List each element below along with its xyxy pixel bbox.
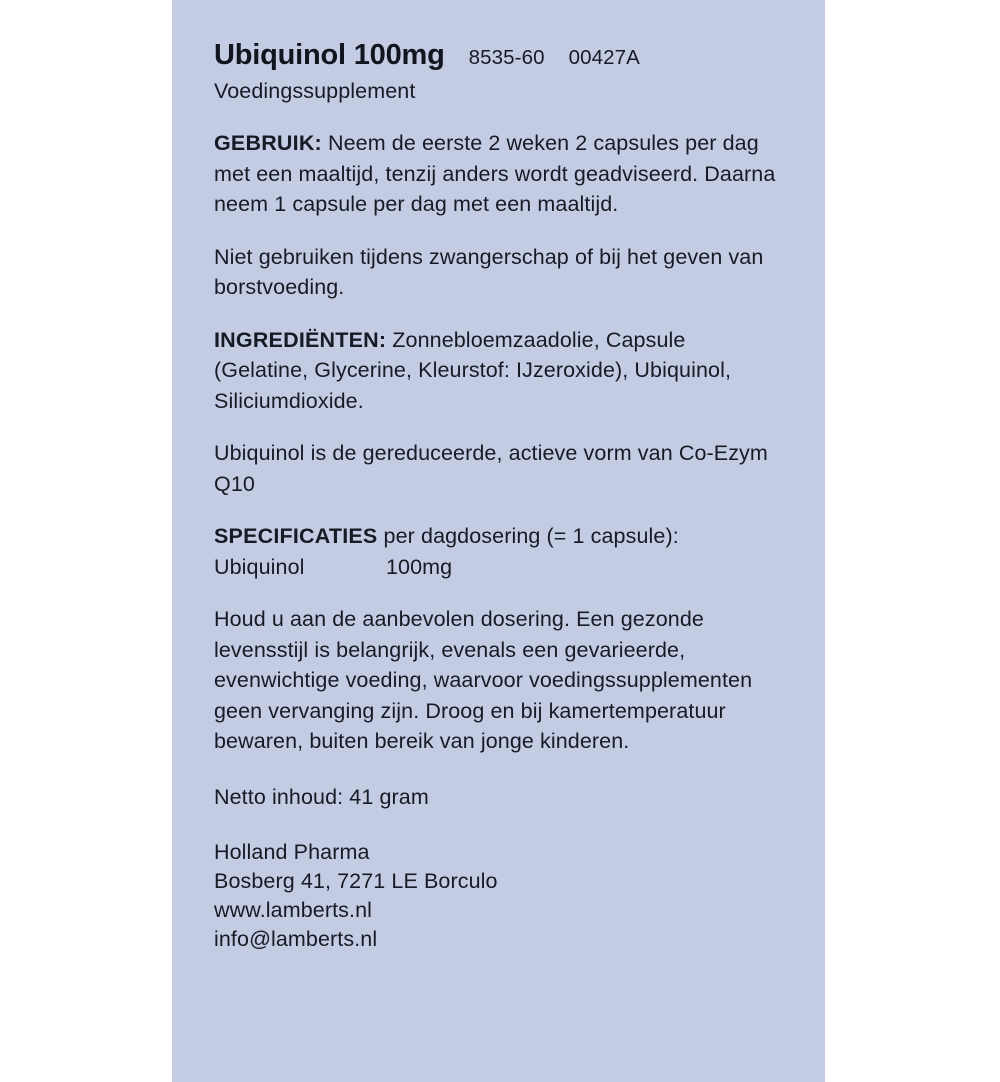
- usage-section: [214, 128, 783, 220]
- product-subtitle: Voedingssupplement: [214, 79, 416, 103]
- ingredients-text: Zonnebloemzaadolie, Capsule (Gelatine, Glycerine, Kleurstof: IJzeroxide), Ubiquinol, Siliciumdioxide.: [214, 327, 732, 413]
- company-section: [214, 838, 783, 954]
- product-label-panel: [172, 0, 825, 1082]
- spec-nutrient-amount: 100mg: [386, 554, 453, 579]
- table-row: [214, 552, 452, 583]
- usage-paragraph: [214, 128, 783, 220]
- specifications-heading: SPECIFICATIES: [214, 524, 378, 548]
- company-email: info@lamberts.nl: [214, 927, 378, 951]
- advice-text: Houd u aan de aanbevolen dosering. Een gezonde levensstijl is belangrijk, evenals een gevarieerde, evenwichtige voeding, waarvoor voedingssupplementen geen vervanging zijn. Droog en bij kamertemperatuur bewaren, buiten bereik van jonge kinderen.: [214, 607, 753, 753]
- usage-heading: GEBRUIK:: [214, 131, 322, 155]
- page-title: Ubiquinol 100mg: [214, 39, 445, 71]
- specifications-heading-row: [214, 521, 783, 552]
- usage-text: Neem de eerste 2 weken 2 capsules per dag met een maaltijd, tenzij anders wordt geadviseerd. Daarna neem 1 capsule per dag met een maaltijd.: [214, 131, 776, 216]
- label-header: [214, 38, 783, 106]
- label-content: [214, 38, 783, 954]
- description-text: Ubiquinol is de gereduceerde, actieve vorm van Co-Ezym Q10: [214, 441, 768, 496]
- ingredients-section: [214, 325, 783, 417]
- warning-section: [214, 242, 783, 303]
- spec-nutrient-name: Ubiquinol: [214, 554, 305, 579]
- specifications-section: [214, 521, 783, 582]
- warning-text: Niet gebruiken tijdens zwangerschap of bij het geven van borstvoeding.: [214, 244, 764, 299]
- specifications-table: [214, 552, 452, 583]
- company-address: Bosberg 41, 7271 LE Borculo: [214, 869, 498, 893]
- specifications-subheading: per dagdosering (= 1 capsule):: [377, 524, 679, 548]
- net-content-text: Netto inhoud: 41 gram: [214, 784, 429, 809]
- net-content-section: [214, 782, 783, 813]
- title-row: [214, 38, 783, 75]
- ingredients-heading: INGREDIËNTEN:: [214, 327, 387, 352]
- product-code: 8535-60: [468, 46, 545, 69]
- company-name: Holland Pharma: [214, 840, 370, 864]
- ingredients-paragraph: [214, 325, 783, 417]
- advice-section: [214, 604, 783, 757]
- company-website: www.lamberts.nl: [214, 898, 373, 922]
- product-batch-code: 00427A: [568, 46, 640, 69]
- description-section: [214, 438, 783, 499]
